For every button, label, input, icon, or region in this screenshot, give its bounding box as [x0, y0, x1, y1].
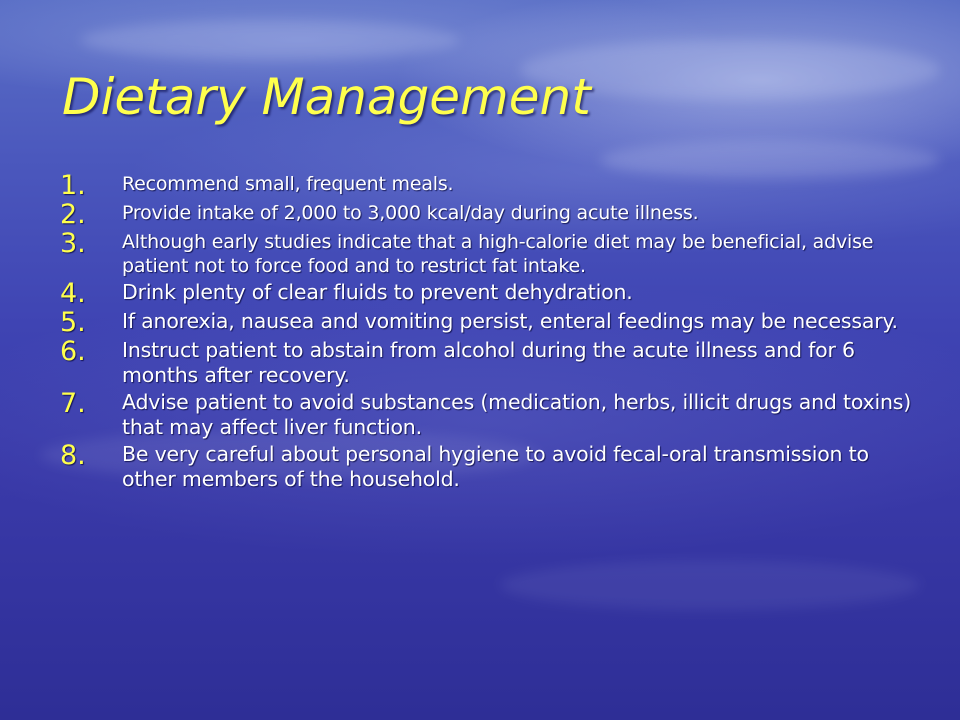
list-item [60, 172, 920, 199]
list-number: 3. [60, 228, 86, 259]
list-text: If anorexia, nausea and vomiting persist, enteral feedings may be necessary. [122, 309, 898, 333]
list-item [60, 309, 920, 336]
list-number: 2. [60, 199, 86, 230]
cloud-streak [500, 560, 920, 610]
list-text: Although early studies indicate that a high-calorie diet may be beneficial, advise patient not to force food and to restrict fat intake. [122, 231, 874, 277]
list-item [60, 338, 920, 388]
list-item [60, 201, 920, 228]
list-number: 4. [60, 278, 86, 309]
list-number: 7. [60, 388, 86, 419]
list-text: Recommend small, frequent meals. [122, 173, 454, 195]
list-number: 6. [60, 336, 86, 367]
list-number: 8. [60, 440, 86, 471]
slide-title: Dietary Management [62, 68, 591, 126]
list-item [60, 230, 920, 278]
list-text: Advise patient to avoid substances (medication, herbs, illicit drugs and toxins) that may affect liver function. [122, 390, 912, 439]
list-item [60, 390, 920, 440]
list-text: Instruct patient to abstain from alcohol during the acute illness and for 6 months after recovery. [122, 338, 855, 387]
list-item [60, 442, 920, 492]
list-number: 5. [60, 307, 86, 338]
list-text: Be very careful about personal hygiene to avoid fecal-oral transmission to other members of the household. [122, 442, 869, 491]
list-item [60, 280, 920, 307]
numbered-list [60, 172, 920, 494]
list-text: Drink plenty of clear fluids to prevent dehydration. [122, 280, 633, 304]
cloud-streak [80, 20, 460, 60]
list-text: Provide intake of 2,000 to 3,000 kcal/day during acute illness. [122, 202, 699, 224]
list-number: 1. [60, 170, 86, 201]
